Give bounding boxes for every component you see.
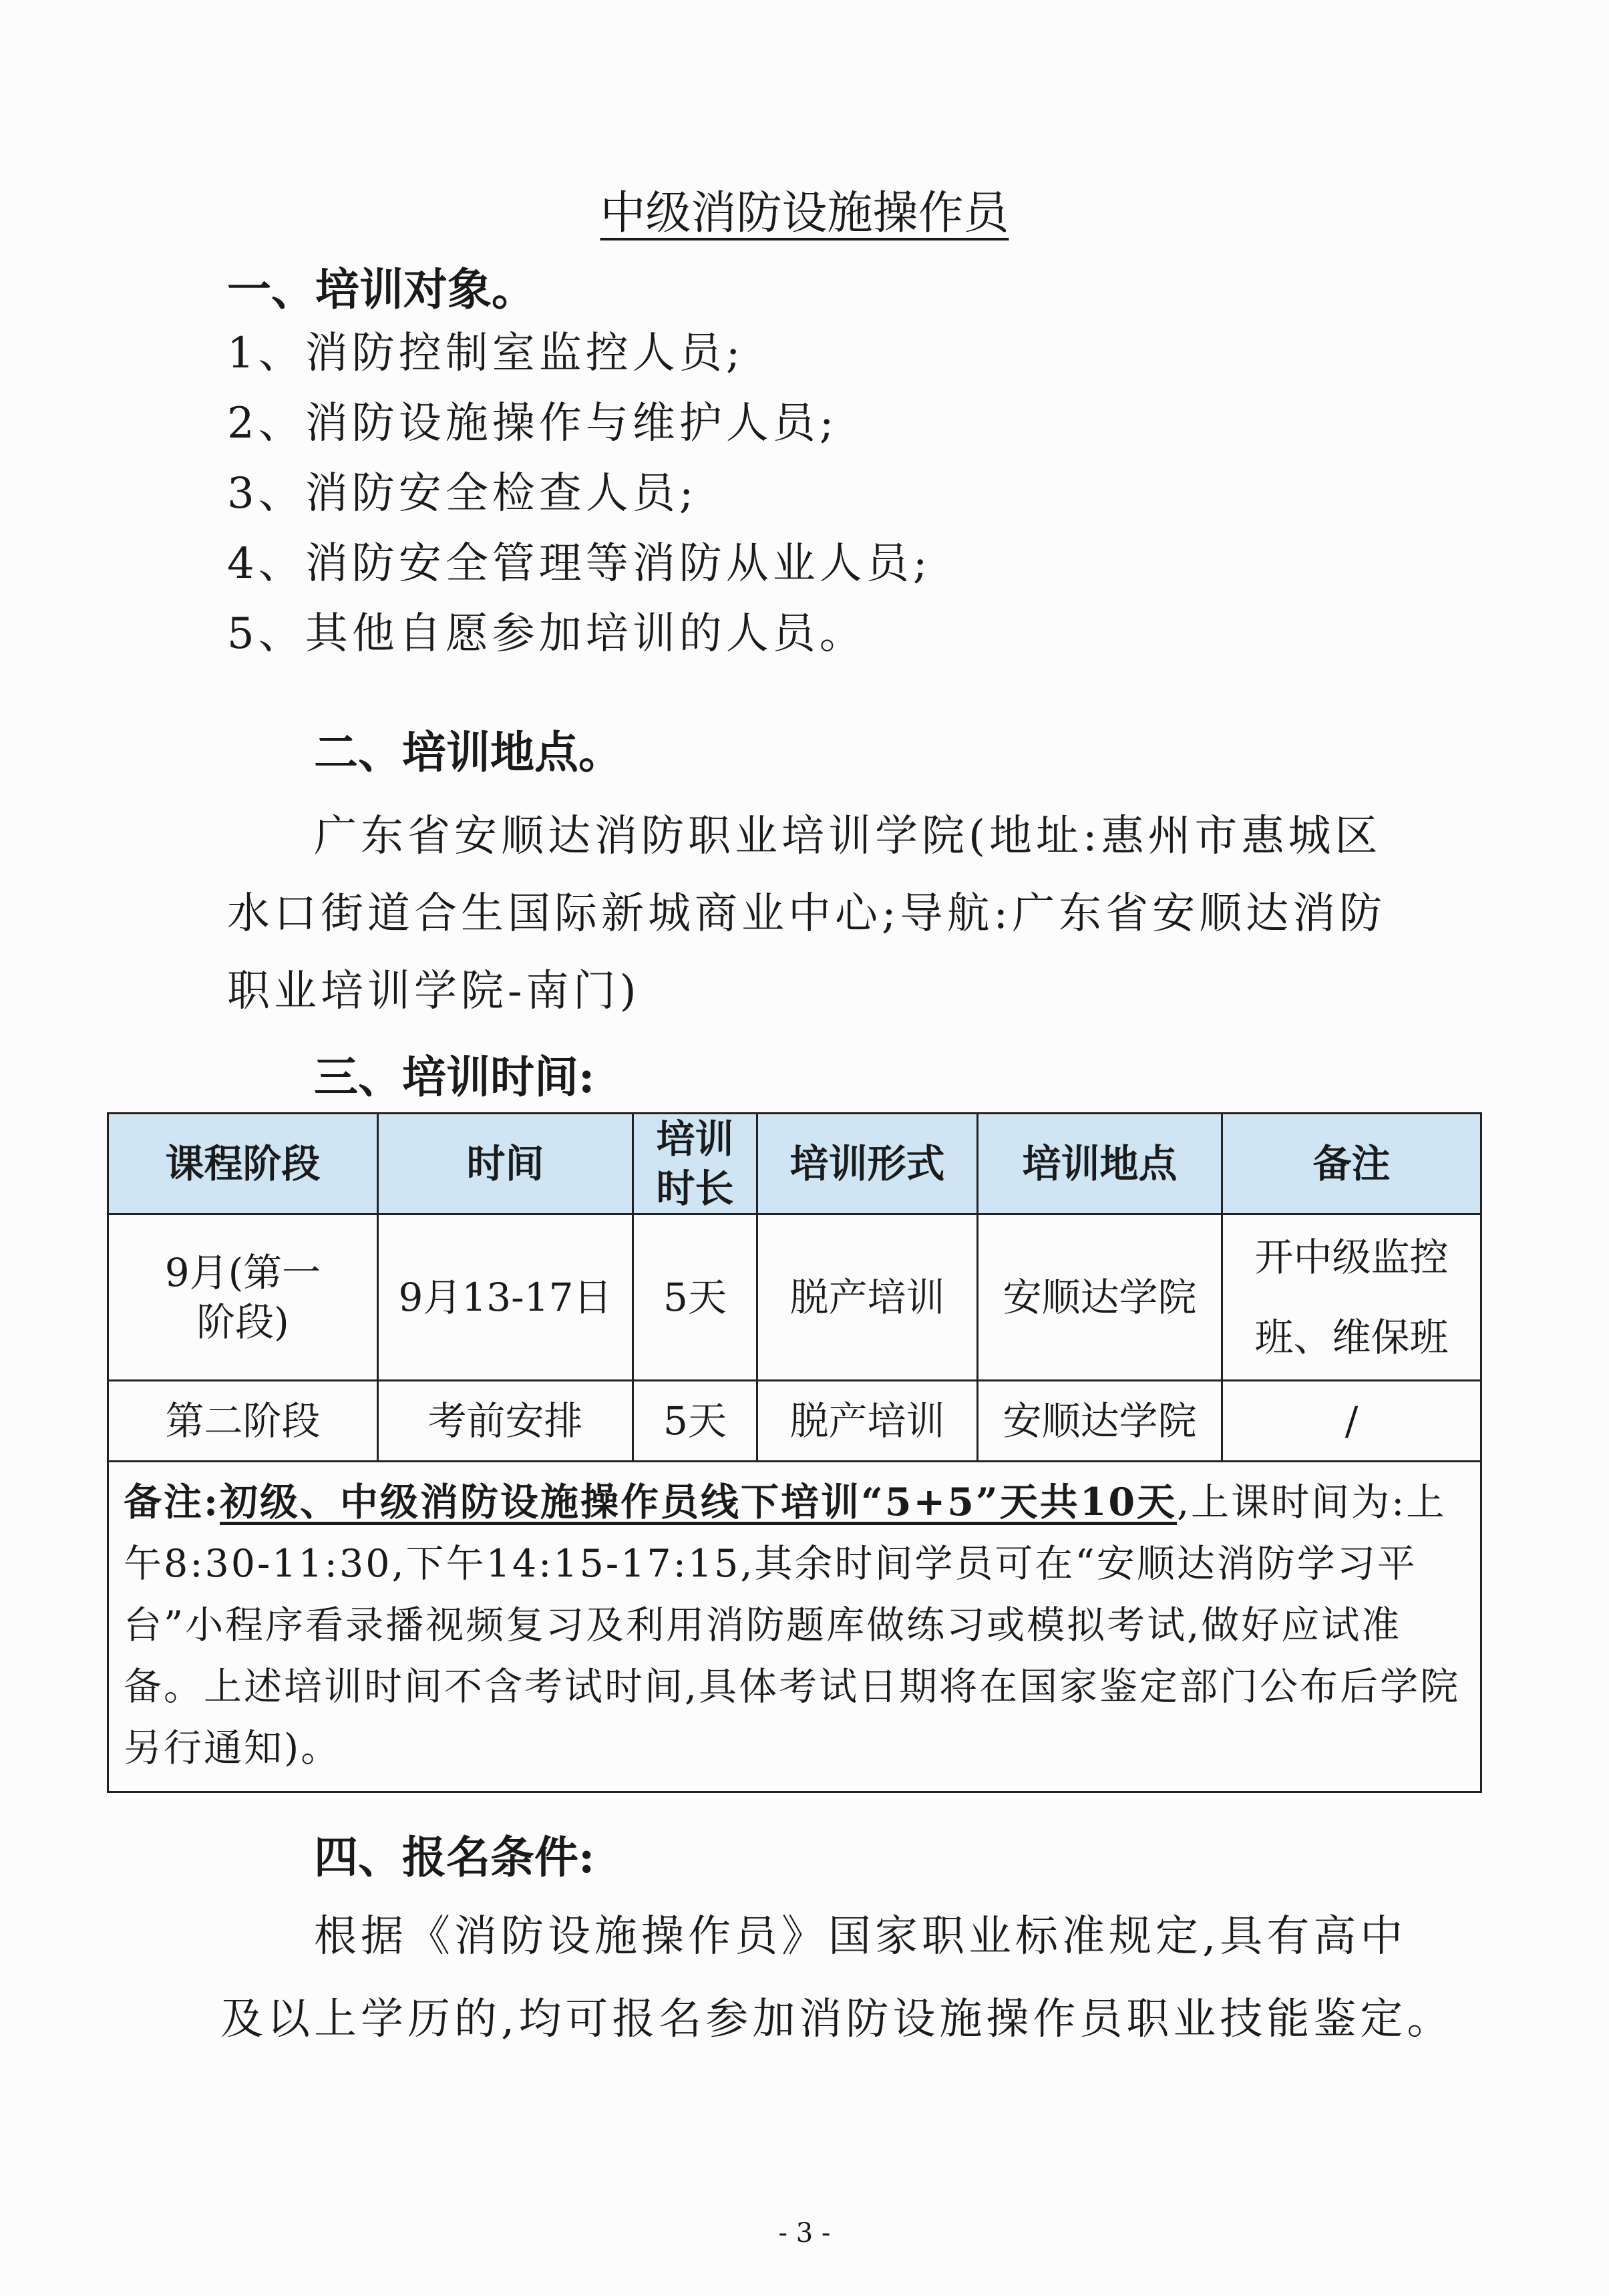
location-line: 职业培训学院-南门) [227, 967, 641, 1016]
requirements-line: 根据《消防设施操作员》国家职业标准规定,具有高中 [314, 1912, 1407, 1961]
table-row [108, 1214, 1481, 1381]
table-header-row [108, 1114, 1481, 1214]
col-header: 培训形式 [757, 1114, 978, 1214]
requirements-line: 及以上学历的,均可报名参加消防设施操作员职业技能鉴定。 [220, 1995, 1454, 2044]
page-title: 中级消防设施操作员 [600, 187, 1009, 240]
table-row [108, 1381, 1481, 1462]
cell-place: 安顺达学院 [978, 1214, 1222, 1381]
list-item: 4、消防安全管理等消防从业人员; [227, 539, 932, 589]
schedule-table [107, 1112, 1482, 1793]
note-text: ,上课时间为:上午8:30-11:30,下午14:15-17:15,其余时间学员可在“安顺达消防学习平台”小程序看录播视频复习及利用消防题库做练习或模拟考试,做好应试准备。上述培训时间不含考试时间,具体考试日期将在国家鉴定部门公布后学院另行通知)。 [124, 1480, 1461, 1770]
cell-duration: 5天 [633, 1381, 757, 1462]
cell-format: 脱产培训 [757, 1381, 978, 1462]
section-heading-targets: 一、培训对象。 [227, 263, 536, 315]
cell-time: 考前安排 [378, 1381, 633, 1462]
table-note-row [108, 1462, 1481, 1792]
cell-stage: 9月(第一阶段) [108, 1214, 378, 1381]
section-heading-time: 三、培训时间: [314, 1051, 595, 1103]
cell-format: 脱产培训 [757, 1214, 978, 1381]
col-header: 备注 [1222, 1114, 1481, 1214]
list-item: 3、消防安全检查人员; [227, 469, 698, 518]
cell-place: 安顺达学院 [978, 1381, 1222, 1462]
list-item: 1、消防控制室监控人员; [227, 329, 745, 378]
list-item: 2、消防设施操作与维护人员; [227, 399, 838, 448]
location-line: 水口街道合生国际新城商业中心;导航:广东省安顺达消防 [227, 889, 1387, 939]
page-number: - 3 - [778, 2218, 831, 2249]
section-heading-location: 二、培训地点。 [314, 726, 622, 778]
cell-duration: 5天 [633, 1214, 757, 1381]
cell-time: 9月13-17日 [378, 1214, 633, 1381]
cell-remark: 开中级监控班、维保班 [1222, 1214, 1481, 1381]
list-item: 5、其他自愿参加培训的人员。 [227, 609, 866, 659]
cell-stage: 第二阶段 [108, 1381, 378, 1462]
col-header: 时间 [378, 1114, 633, 1214]
note-label: 备注: [124, 1480, 220, 1524]
col-header: 培训地点 [978, 1114, 1222, 1214]
cell-remark: / [1222, 1381, 1481, 1462]
col-header: 课程阶段 [108, 1114, 378, 1214]
table-note [108, 1462, 1481, 1792]
section-heading-requirements: 四、报名条件: [314, 1831, 595, 1883]
location-line: 广东省安顺达消防职业培训学院(地址:惠州市惠城区 [314, 812, 1382, 861]
col-header: 培训时长 [633, 1114, 757, 1214]
note-emphasis: 初级、中级消防设施操作员线下培训“5+5”天共10天 [220, 1480, 1178, 1524]
